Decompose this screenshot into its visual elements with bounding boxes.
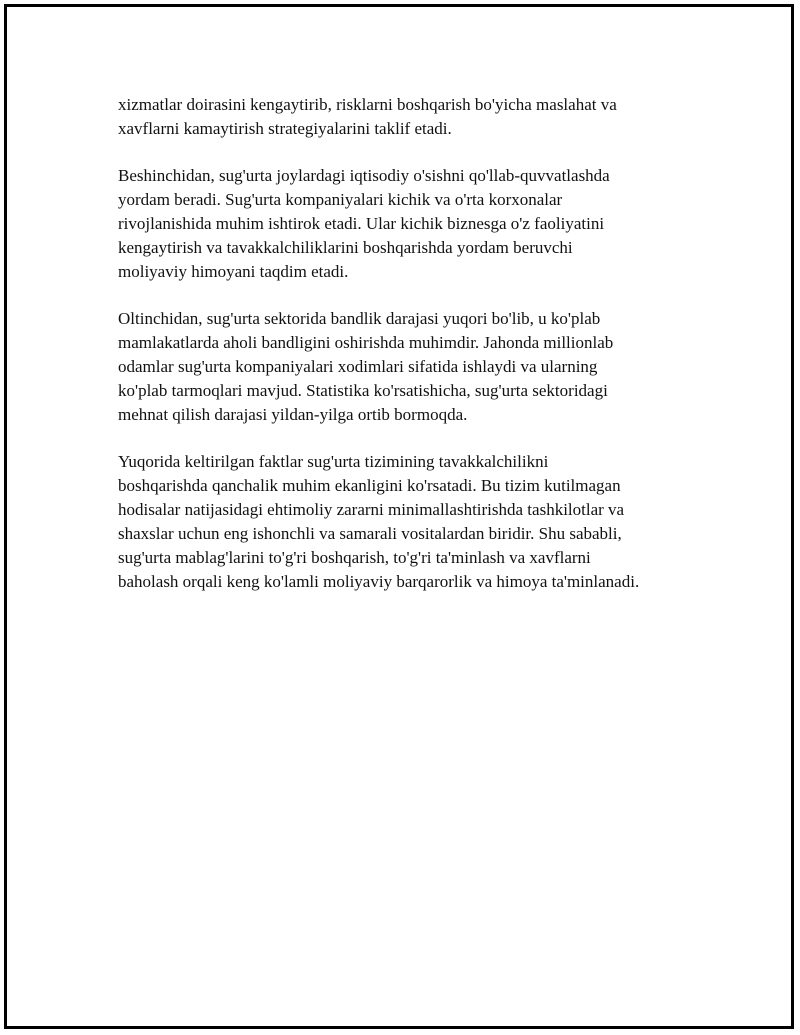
paragraph-line: mamlakatlarda aholi bandligini oshirishda muhimdir. Jahonda millionlab bbox=[118, 333, 614, 352]
paragraph-line: ko'plab tarmoqlari mavjud. Statistika ko'rsatishicha, sug'urta sektoridagi bbox=[118, 381, 608, 400]
paragraph-line: moliyaviy himoyani taqdim etadi. bbox=[118, 262, 349, 281]
paragraph-line: mehnat qilish darajasi yildan-yilga ortib bormoqda. bbox=[118, 405, 468, 424]
paragraph-line: kengaytirish va tavakkalchiliklarini boshqarishda yordam beruvchi bbox=[118, 238, 573, 257]
paragraph-line: Beshinchidan, sug'urta joylardagi iqtisodiy o'sishni qo'llab-quvvatlashda bbox=[118, 166, 610, 185]
paragraph-line: Oltinchidan, sug'urta sektorida bandlik darajasi yuqori bo'lib, u ko'plab bbox=[118, 309, 601, 328]
paragraph-line: baholash orqali keng ko'lamli moliyaviy barqarorlik va himoya ta'minlanadi. bbox=[118, 572, 640, 591]
paragraph-line: Yuqorida keltirilgan faktlar sug'urta tizimining tavakkalchilikni bbox=[118, 452, 549, 471]
paragraph-3 bbox=[118, 307, 698, 427]
paragraph-line: boshqarishda qanchalik muhim ekanligini ko'rsatadi. Bu tizim kutilmagan bbox=[118, 476, 621, 495]
paragraph-line: rivojlanishida muhim ishtirok etadi. Ular kichik biznesga o'z faoliyatini bbox=[118, 214, 605, 233]
paragraph-line: yordam beradi. Sug'urta kompaniyalari kichik va o'rta korxonalar bbox=[118, 190, 563, 209]
paragraph-1 bbox=[118, 93, 698, 141]
paragraph-line: xavflarni kamaytirish strategiyalarini taklif etadi. bbox=[118, 119, 452, 138]
paragraph-line: xizmatlar doirasini kengaytirib, risklarni boshqarish bo'yicha maslahat va bbox=[118, 95, 617, 114]
paragraph-4 bbox=[118, 450, 698, 594]
paragraph-line: odamlar sug'urta kompaniyalari xodimlari sifatida ishlaydi va ularning bbox=[118, 357, 598, 376]
paragraph-line: hodisalar natijasidagi ehtimoliy zararni minimallashtirishda tashkilotlar va bbox=[118, 500, 625, 519]
document-body bbox=[118, 93, 698, 617]
paragraph-line: sug'urta mablag'larini to'g'ri boshqarish, to'g'ri ta'minlash va xavflarni bbox=[118, 548, 591, 567]
paragraph-line: shaxslar uchun eng ishonchli va samarali vositalardan biridir. Shu sababli, bbox=[118, 524, 622, 543]
paragraph-2 bbox=[118, 164, 698, 284]
